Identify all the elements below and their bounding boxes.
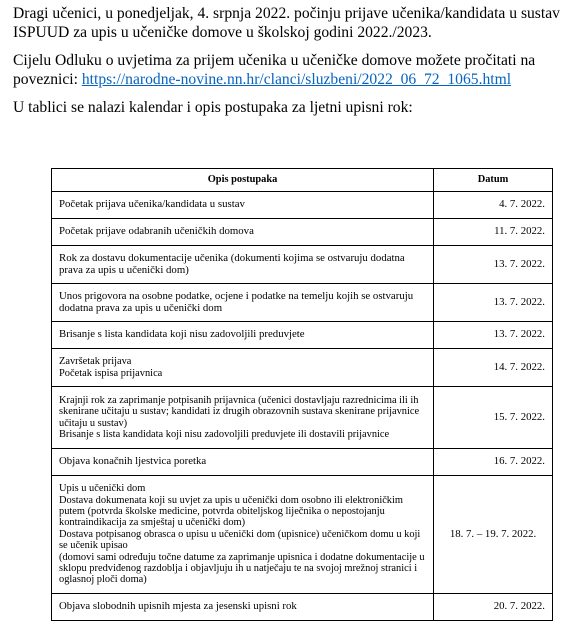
row-description [52, 349, 434, 387]
intro-paragraph-table: U tablici se nalazi kalendar i opis postupaka za ljetni upisni rok: [13, 99, 413, 116]
table-body [52, 192, 553, 621]
row-date: 20. 7. 2022. [434, 594, 553, 621]
table-row [52, 322, 553, 349]
row-description [52, 284, 434, 322]
description-line: Dostava potpisanog obrasca o upisu u učenički dom (upisnice) učeničkom domu u koji se učenik upisao [59, 528, 421, 552]
description-line: Krajnji rok za zaprimanje potpisanih prijavnica (učenici dostavljaju razrednicima ili ih skenirane učitaju u sustav; kandidati iz drugih obrazovnih sustava skenirane prijavnice učitaju u sustav) [59, 394, 420, 429]
table-header-row [52, 169, 553, 192]
table-row [52, 246, 553, 284]
row-date: 16. 7. 2022. [434, 449, 553, 476]
table-row [52, 219, 553, 246]
decision-text: Cijelu Odluku o uvjetima za prijem učenika u učeničke domove možete pročitati na poveznici: [13, 52, 536, 88]
table-row [52, 387, 553, 449]
intro-text [13, 4, 569, 126]
description-line: Objava konačnih ljestvica poretka [59, 455, 207, 468]
row-date: 13. 7. 2022. [434, 246, 553, 284]
row-date: 13. 7. 2022. [434, 284, 553, 322]
decision-link[interactable]: https://narodne-novine.nn.hr/clanci/sluzbeni/2022_06_72_1065.html [81, 71, 512, 88]
row-date: 11. 7. 2022. [434, 219, 553, 246]
description-line: Rok za dostavu dokumentacije učenika (dokumenti kojima se ostvaruju dodatna prava za upis u učenički dom) [59, 252, 405, 276]
calendar-table [51, 168, 553, 621]
description-line: Upis u učenički dom [59, 483, 146, 495]
intro-paragraph-decision [13, 51, 569, 89]
table-row [52, 349, 553, 387]
row-description [52, 219, 434, 246]
header-date: Datum [434, 169, 553, 192]
description-line: Objava slobodnih upisnih mjesta za jesenski upisni rok [59, 600, 297, 613]
description-line: Brisanje s lista kandidata koji nisu zadovoljili preduvjete ili dostavili prijavnice [59, 428, 390, 440]
table-row [52, 594, 553, 621]
row-date: 15. 7. 2022. [434, 387, 553, 449]
row-date: 4. 7. 2022. [434, 192, 553, 219]
intro-paragraph-start-date: Dragi učenici, u ponedjeljak, 4. srpnja 2022. počinju prijave učenika/kandidata u sustav ISPUUD za upis u učeničke domove u školskoj godini 2022./2023. [13, 5, 560, 41]
row-description [52, 192, 434, 219]
row-description [52, 594, 434, 621]
description-line: Unos prigovora na osobne podatke, ocjene i podatke na temelju kojih se ostvaruju dodatna prava za upis u učenički dom [59, 290, 414, 314]
table-row [52, 284, 553, 322]
header-description: Opis postupaka [52, 169, 434, 192]
description-line: Početak prijave odabranih učeničkih domova [59, 225, 254, 238]
description-line: Završetak prijava [59, 356, 132, 368]
table-row [52, 192, 553, 219]
row-description [52, 476, 434, 594]
row-description [52, 449, 434, 476]
table-row [52, 476, 553, 594]
description-line: (domovi sami određuju točne datume za zaprimanje upisnica i dodatne dokumentacije u sklopu predviđenog razdoblja i objavljuju ih u natječaju te na svojoj mrežnoj stranici i oglasnoj ploči doma) [59, 551, 425, 586]
table-row [52, 449, 553, 476]
row-date: 18. 7. – 19. 7. 2022. [434, 476, 553, 594]
row-description [52, 387, 434, 449]
row-date: 14. 7. 2022. [434, 349, 553, 387]
description-line: Brisanje s lista kandidata koji nisu zadovoljili preduvjete [59, 328, 305, 341]
description-line: Početak prijava učenika/kandidata u sustav [59, 198, 245, 211]
row-description [52, 322, 434, 349]
row-description [52, 246, 434, 284]
description-line: Početak ispisa prijavnica [59, 367, 163, 379]
row-date: 13. 7. 2022. [434, 322, 553, 349]
description-line: Dostava dokumenata koji su uvjet za upis u učenički dom osobno ili elektroničkim putem (potvrda školske medicine, potvrda obiteljskog liječnika o nepostojanju kontraindikacija za smještaj u učenički dom) [59, 494, 403, 529]
